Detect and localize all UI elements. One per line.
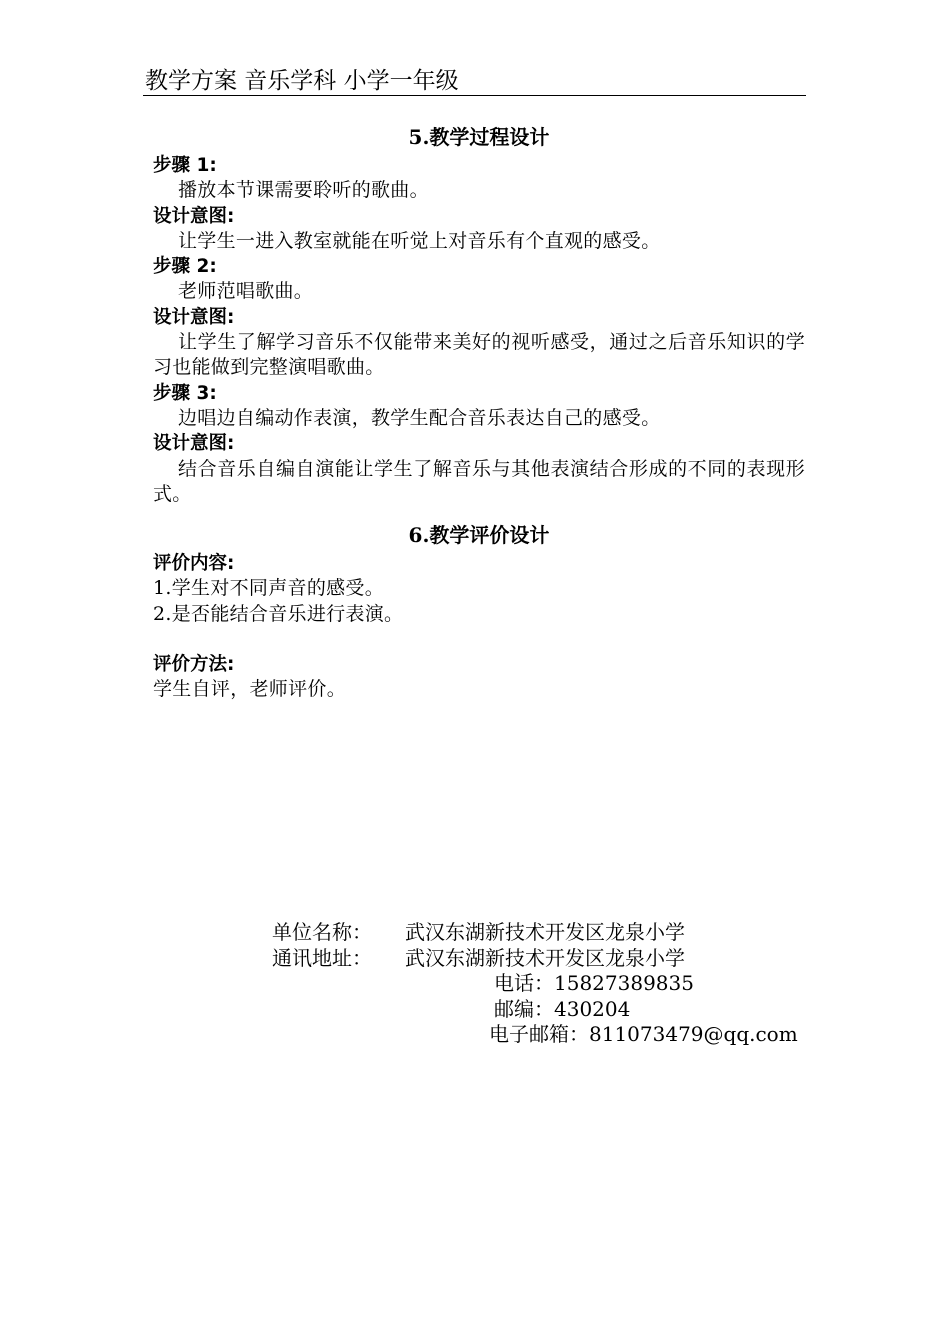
step-3-text: 边唱边自编动作表演，教学生配合音乐表达自己的感受。: [178, 406, 661, 429]
design-intent-2-text: 让学生了解学习音乐不仅能带来美好的视听感受，通过之后音乐知识的学习也能做到完整演唱歌曲。: [153, 331, 805, 379]
spacer: [153, 627, 805, 652]
design-intent-2-label: 设计意图:: [153, 306, 235, 328]
step-2-label: 步骤 2:: [153, 256, 217, 278]
step-1-text: 播放本节课需要聆听的歌曲。: [178, 179, 429, 202]
step-2-text: 老师范唱歌曲。: [178, 280, 314, 303]
header-divider: [143, 95, 806, 96]
phone-text: 电话：15827389835: [494, 971, 694, 995]
design-intent-3-text: 结合音乐自编自演能让学生了解音乐与其他表演结合形成的不同的表现形式。: [153, 457, 805, 505]
spacer: [153, 507, 805, 519]
evaluation-content-item: 1.学生对不同声音的感受。: [153, 577, 385, 600]
unit-name-value: 武汉东湖新技术开发区龙泉小学: [405, 920, 685, 944]
document-body: [153, 121, 805, 703]
unit-name-label: 单位名称：: [272, 920, 372, 944]
section-title-process: 5.教学过程设计: [408, 125, 550, 149]
step-3-label: 步骤 3:: [153, 382, 217, 404]
design-intent-1-text: 让学生一进入教室就能在听觉上对音乐有个直观的感受。: [178, 229, 661, 252]
evaluation-method-label: 评价方法:: [153, 654, 235, 676]
email-text: 电子邮箱：811073479@qq.com: [489, 1022, 798, 1046]
design-intent-3-label: 设计意图:: [153, 433, 235, 455]
section-title-evaluation: 6.教学评价设计: [408, 523, 550, 548]
postcode-text: 邮编：430204: [494, 996, 631, 1021]
evaluation-method-text: 学生自评，老师评价。: [153, 678, 347, 701]
step-1-label: 步骤 1:: [153, 155, 217, 176]
page-header-title: 教学方案 音乐学科 小学一年级: [145, 68, 459, 94]
address-label: 通讯地址：: [272, 945, 372, 970]
evaluation-content-label: 评价内容:: [153, 553, 235, 575]
design-intent-1-label: 设计意图:: [153, 205, 235, 227]
address-value: 武汉东湖新技术开发区龙泉小学: [405, 945, 685, 970]
evaluation-content-item: 2.是否能结合音乐进行表演。: [153, 602, 404, 625]
